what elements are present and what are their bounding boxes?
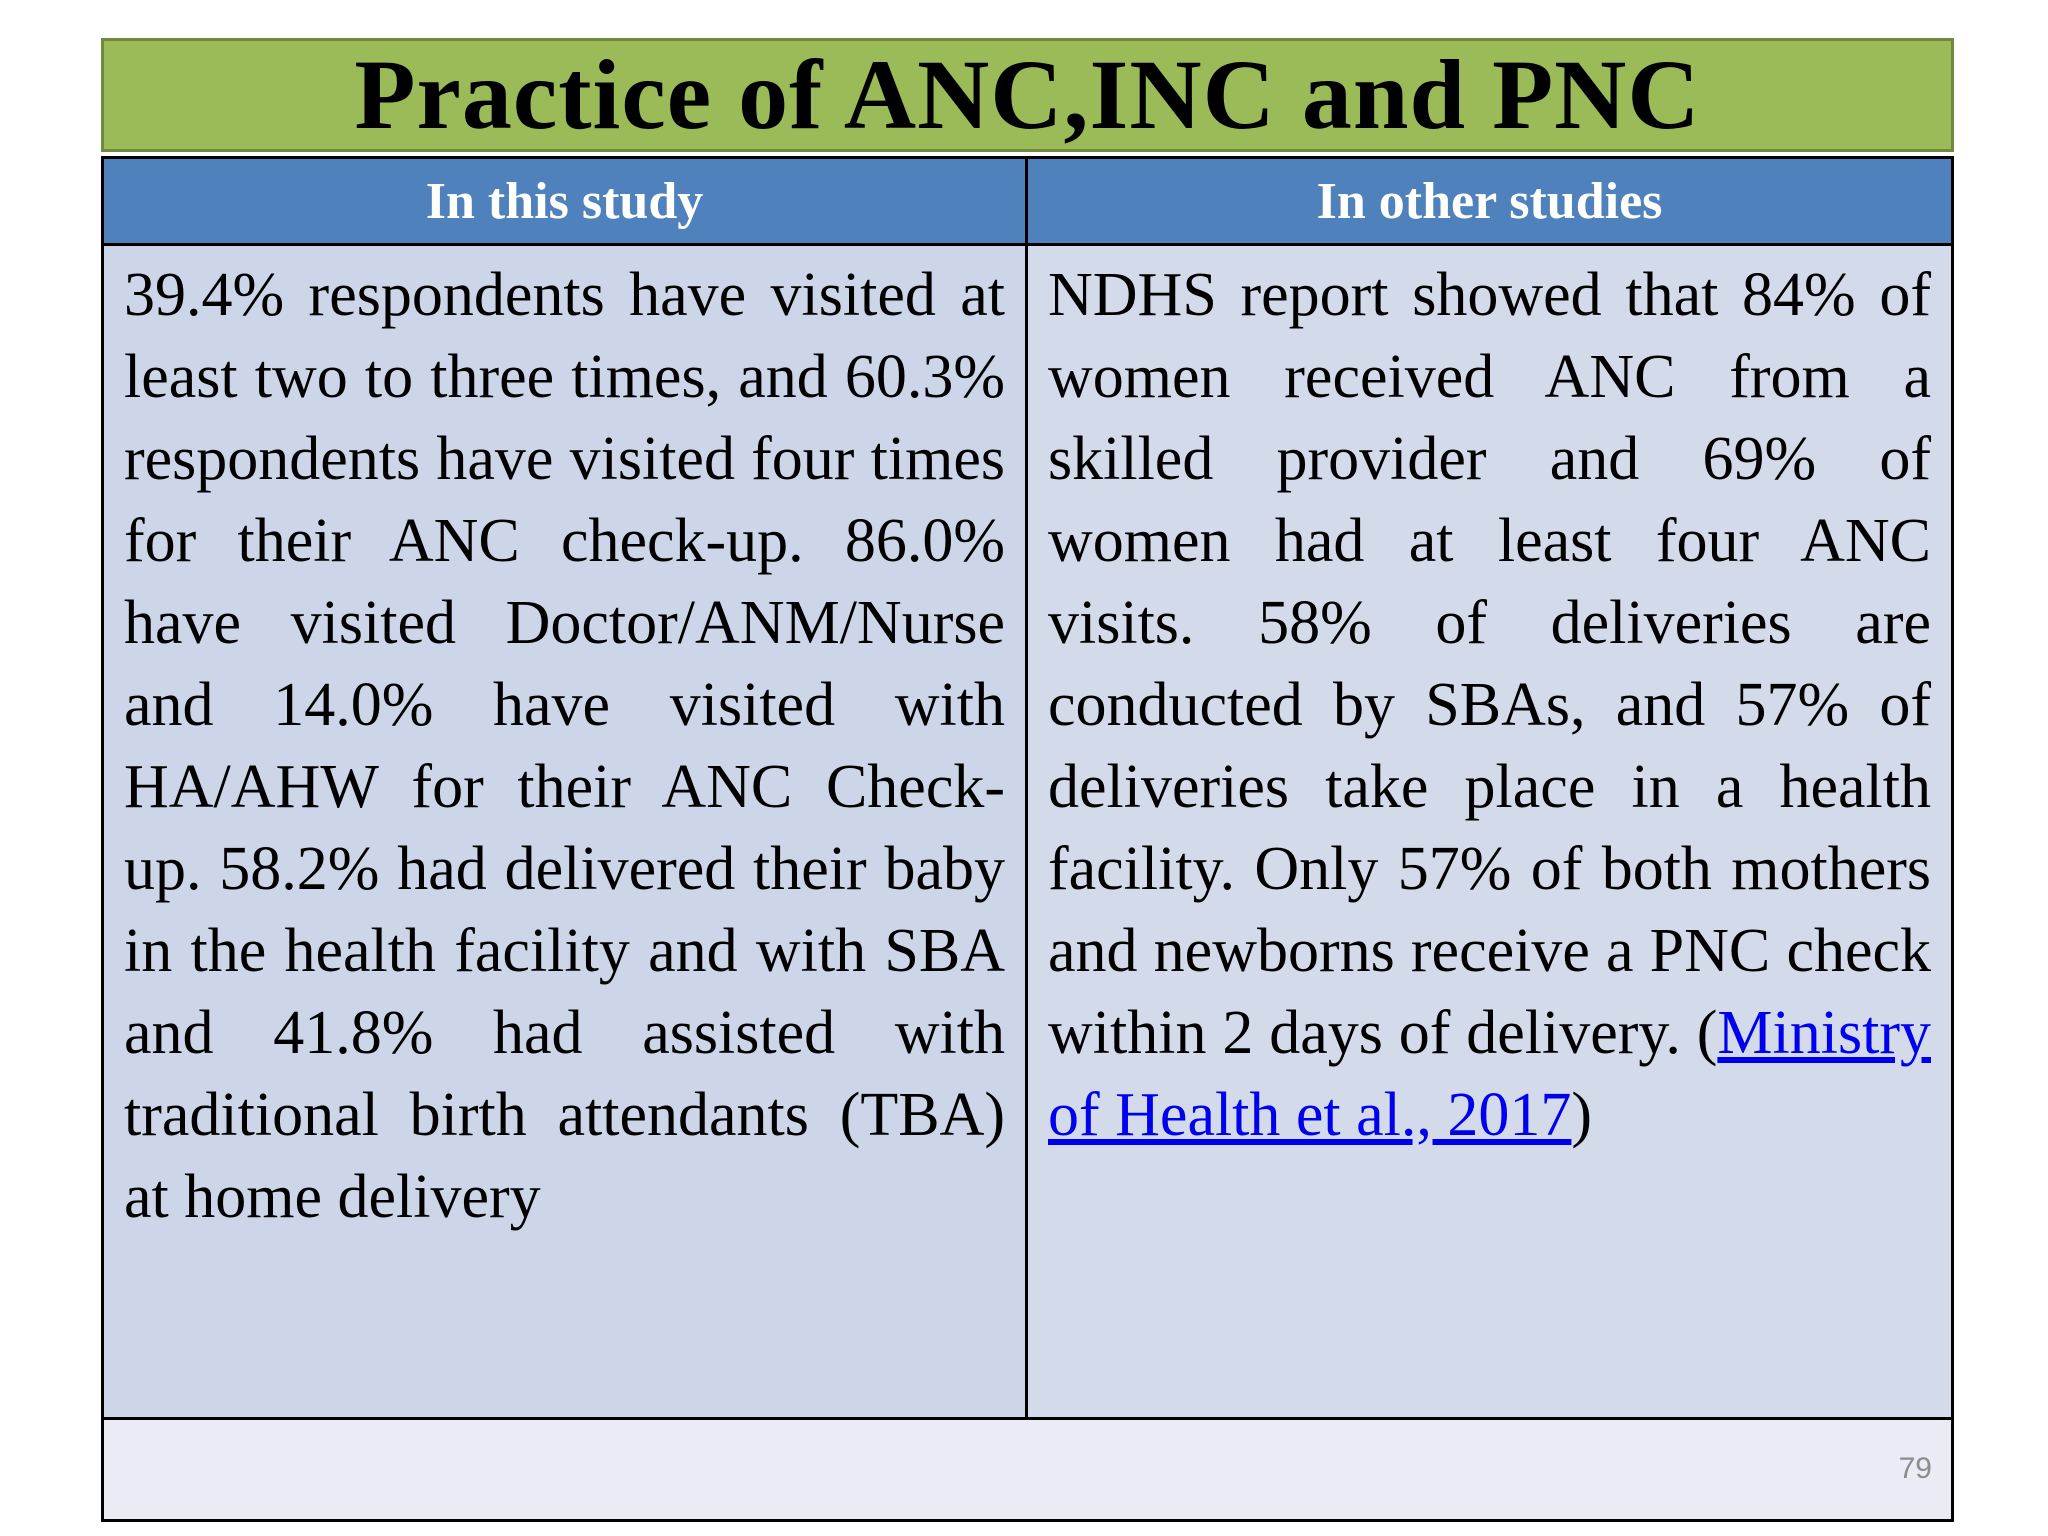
citation-close: ) [1571, 1081, 1593, 1149]
title-bar [101, 38, 1954, 152]
other-studies-text: NDHS report showed that 84% of women received ANC from a skilled provider and 69% of women had at least four ANC visits. 58% of deliveries are conducted by SBAs, and 57% of deliveries take place in a health facility. Only 57% of both mothers and newborns receive a PNC check within 2 days of delivery. ( [1048, 261, 1931, 1067]
cell-this-study [101, 246, 1028, 1420]
cell-other-studies [1028, 246, 1954, 1420]
citation-link[interactable]: Ministry of Health et al., 2017 [1048, 999, 1931, 1149]
comparison-table [101, 156, 1954, 1420]
page-number: 79 [1898, 1452, 1932, 1485]
slide-title: Practice of ANC,INC and PNC [354, 39, 1701, 150]
this-study-text: 39.4% respondents have visited at least two to three times, and 60.3% respondents have visited four times for their ANC check-up. 86.0% have visited Doctor/ANM/Nurse and 14.0% have visited with HA/AHW for their ANC Check-up. 58.2% had delivered their baby in the health facility and with SBA and 41.8% had assisted with traditional birth attendants (TBA) at home delivery [124, 261, 1005, 1231]
header-other-studies: In other studies [1028, 156, 1954, 246]
header-this-study: In this study [101, 156, 1028, 246]
